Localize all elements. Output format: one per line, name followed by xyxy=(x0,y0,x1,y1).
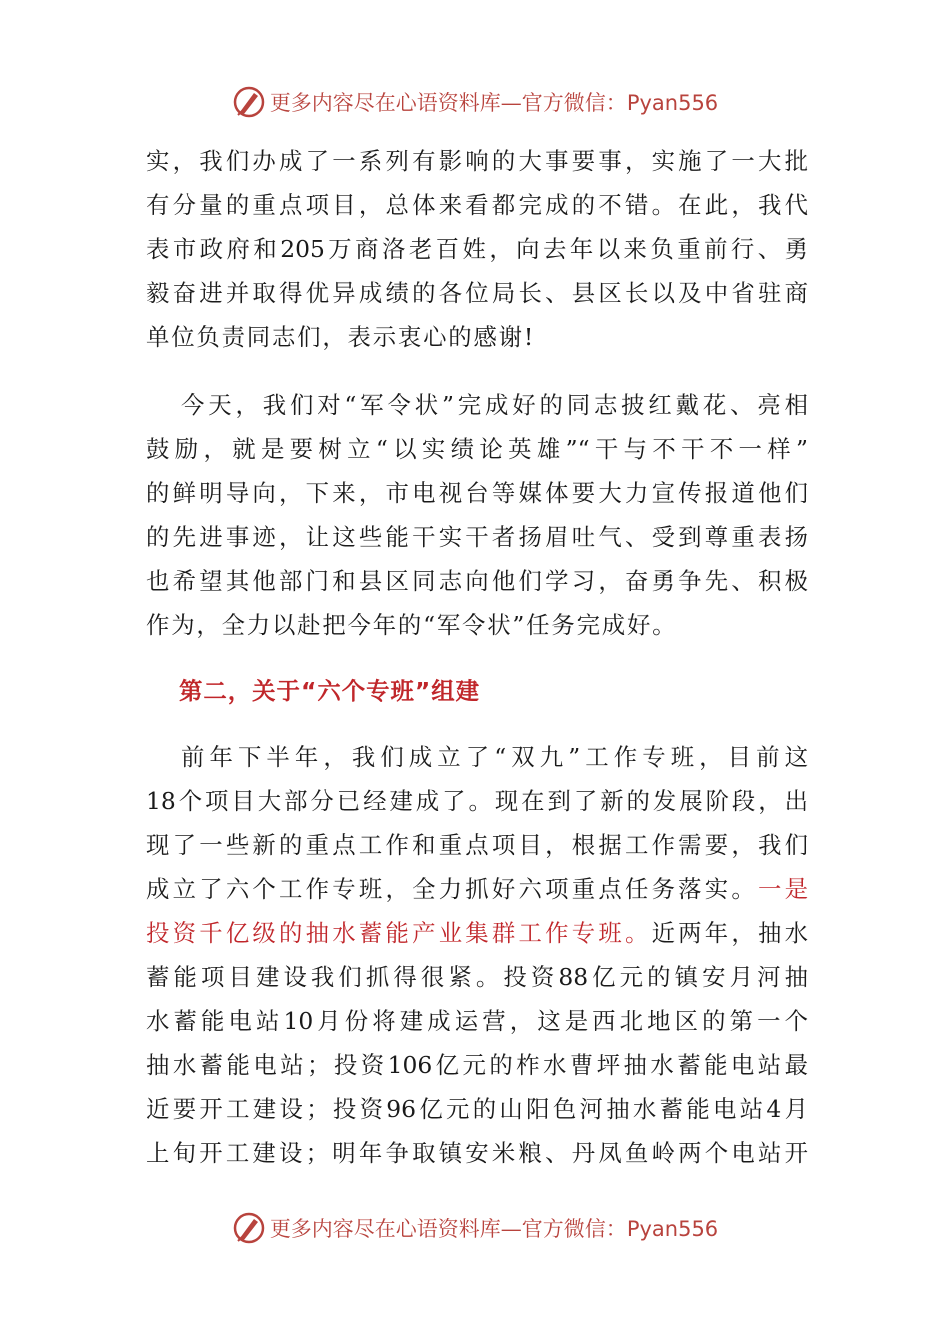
text-line: 抽水蓄能电站；投资106亿元的柞水曹坪抽水蓄能电站最 xyxy=(146,1051,808,1079)
text-line: 上旬开工建设；明年争取镇安米粮、丹凤鱼岭两个电站开 xyxy=(146,1139,808,1167)
highlight-text: 一是 xyxy=(758,875,808,903)
text-line: 现了一些新的重点工作和重点项目，根据工作需要，我们 xyxy=(146,831,808,859)
text-line: 水蓄能电站10月份将建成运营，这是西北地区的第一个 xyxy=(146,1007,808,1035)
text-line: 蓄能项目建设我们抓得很紧。投资88亿元的镇安月河抽 xyxy=(146,963,808,991)
quill-logo-icon xyxy=(232,1211,266,1245)
wechat-id: Pyan556 xyxy=(626,91,719,115)
text-line: 近要开工建设；投资96亿元的山阳色河抽水蓄能电站4月 xyxy=(146,1095,808,1123)
highlight-text: 投资千亿级的抽水蓄能产业集群工作专班。 xyxy=(146,919,652,947)
text-line: 18个项目大部分已经建成了。现在到了新的发展阶段，出 xyxy=(146,787,808,815)
text-line: 毅奋进并取得优异成绩的各位局长、县区长以及中省驻商 xyxy=(146,279,808,307)
text-segment: 近两年，抽水 xyxy=(651,919,809,947)
text-line: 鼓励，就是要树立“以实绩论英雄”“干与不干不一样” xyxy=(146,435,808,463)
text-line xyxy=(146,911,808,955)
text-line: 的先进事迹，让这些能干实干者扬眉吐气、受到尊重表扬 xyxy=(146,523,808,551)
paragraph-2 xyxy=(146,383,808,647)
text-segment: 成立了六个工作专班，全力抓好六项重点任务落实。 xyxy=(146,875,758,903)
header-banner xyxy=(0,82,950,122)
footer-banner xyxy=(0,1208,950,1248)
text-line: 有分量的重点项目，总体来看都完成的不错。在此，我代 xyxy=(146,191,808,219)
wechat-id: Pyan556 xyxy=(626,1217,719,1241)
text-line: 也希望其他部门和县区同志向他们学习，奋勇争先、积极 xyxy=(146,567,808,595)
quill-logo-icon xyxy=(232,85,266,119)
paragraph-3 xyxy=(146,735,808,1175)
text-line: 实，我们办成了一系列有影响的大事要事，实施了一大批 xyxy=(146,147,808,175)
text-line: 今天，我们对“军令状”完成好的同志披红戴花、亮相 xyxy=(181,391,808,419)
section-heading: 第二，关于“六个专班”组建 xyxy=(179,677,481,705)
text-line: 作为，全力以赴把今年的“军令状”任务完成好。 xyxy=(146,611,678,639)
banner-text: 更多内容尽在心语资料库—官方微信：Pyan556 xyxy=(269,1217,719,1241)
text-line xyxy=(146,867,808,911)
banner-text: 更多内容尽在心语资料库—官方微信：Pyan556 xyxy=(269,91,719,115)
text-line: 的鲜明导向，下来，市电视台等媒体要大力宣传报道他们 xyxy=(146,479,808,507)
text-line: 表市政府和205万商洛老百姓，向去年以来负重前行、勇 xyxy=(146,235,808,263)
text-line: 单位负责同志们，表示衷心的感谢! xyxy=(146,323,536,351)
document-body xyxy=(146,139,808,1175)
text-line: 前年下半年，我们成立了“双九”工作专班，目前这 xyxy=(181,743,808,771)
paragraph-1 xyxy=(146,139,808,359)
